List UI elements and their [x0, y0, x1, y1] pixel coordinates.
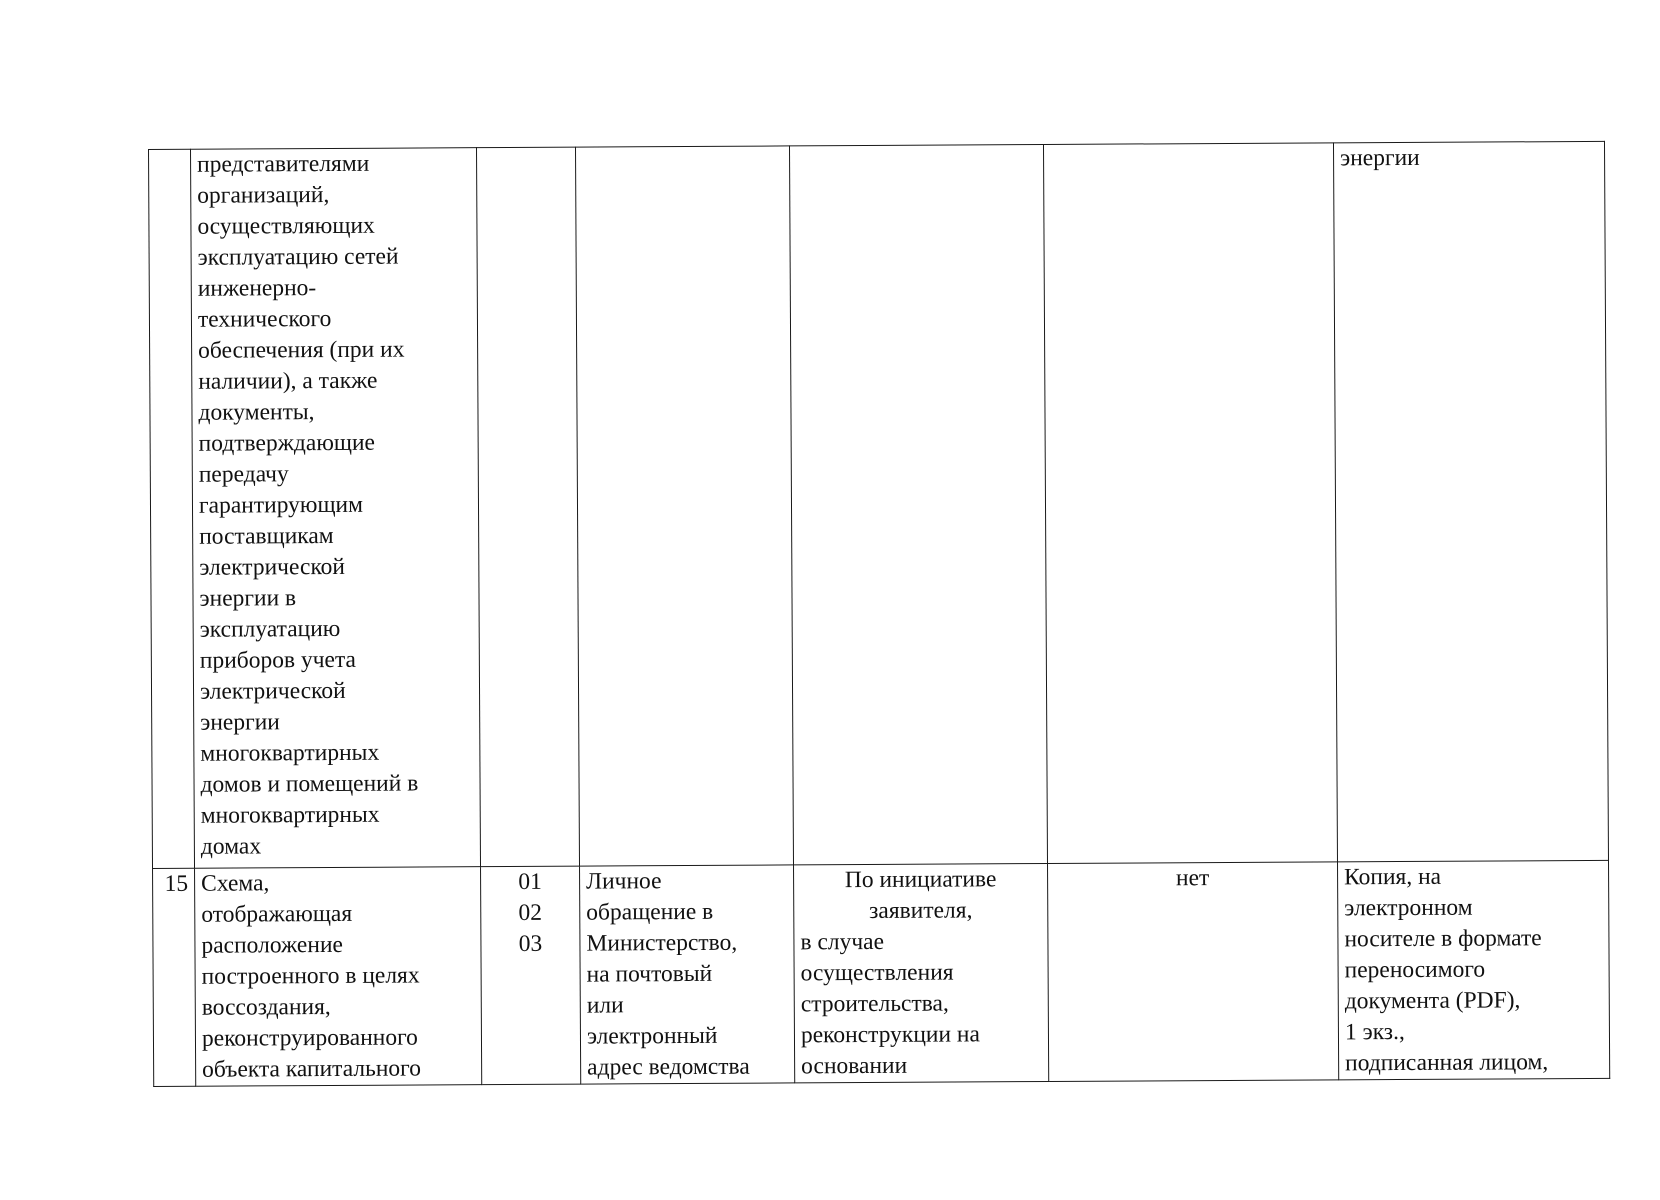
cell-form: Копия, на электронном носителе в формате переносимого документа (PDF), 1 экз., подписанная лицом, [1337, 860, 1609, 1080]
cell-required [1043, 143, 1337, 864]
cell-number [149, 149, 195, 868]
cell-number: 15 [153, 868, 196, 1086]
cell-submission-method: Личное обращение в Министерство, на почтовый или электронный адрес ведомства [580, 865, 795, 1084]
cell-document-name: представителями организаций, осуществляющих эксплуатацию сетей инженерно- технического обеспечения (при их наличии), а также документы, подтверждающие передачу гарантирующим поставщикам электрической энергии в эксплуатацию приборов учета электрической энергии многоквартирных домов и помещений в многоквартирных домах [191, 148, 481, 869]
table-row-15 [153, 860, 1610, 1086]
cell-codes [476, 147, 579, 867]
cell-condition [794, 863, 1049, 1082]
documents-table [148, 141, 1610, 1087]
cell-submission-method [575, 146, 793, 866]
condition-details: в случае осуществления строительства, реконструкции на основании [800, 928, 980, 1080]
cell-codes: 01 02 03 [481, 866, 581, 1085]
cell-required: нет [1048, 862, 1339, 1082]
table-row-continued [149, 141, 1609, 868]
condition-initiative: По инициативе заявителя, [844, 866, 997, 924]
cell-condition [789, 144, 1047, 864]
cell-form: энергии [1333, 141, 1608, 862]
cell-document-name: Схема, отображающая расположение построенного в целях воссоздания, реконструированного объекта капитального [195, 867, 482, 1087]
